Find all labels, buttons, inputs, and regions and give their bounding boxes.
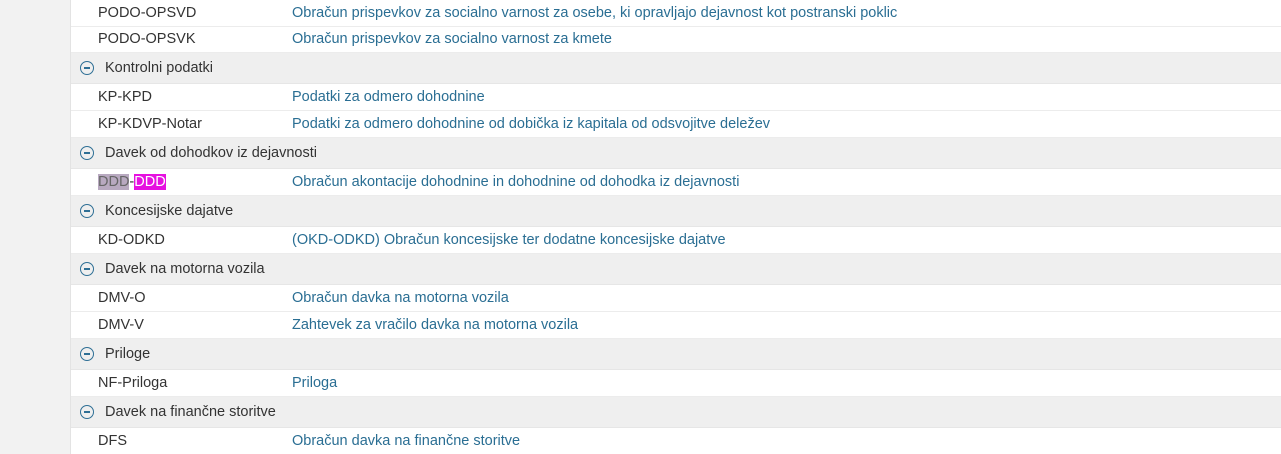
group-header-davek-na-financne-storitve[interactable] bbox=[71, 397, 1281, 428]
group-title: Davek na motorna vozila bbox=[105, 261, 265, 277]
form-link[interactable]: Zahtevek za vračilo davka na motorna vozila bbox=[292, 317, 579, 333]
collapse-minus-icon[interactable] bbox=[80, 204, 94, 218]
form-link[interactable]: Podatki za odmero dohodnine bbox=[292, 89, 485, 105]
form-code: DFS bbox=[98, 433, 127, 449]
list-item[interactable] bbox=[71, 84, 1281, 111]
collapse-minus-icon[interactable] bbox=[80, 61, 94, 75]
group-header-kontrolni-podatki[interactable] bbox=[71, 53, 1281, 84]
form-code: NF-Priloga bbox=[98, 375, 168, 391]
group-header-davek-od-dohodkov[interactable] bbox=[71, 138, 1281, 169]
collapse-minus-icon[interactable] bbox=[80, 347, 94, 361]
collapse-minus-icon[interactable] bbox=[80, 146, 94, 160]
group-title: Priloge bbox=[105, 346, 151, 362]
form-code: KP-KPD bbox=[98, 89, 152, 105]
group-header-koncesijske-dajatve[interactable] bbox=[71, 196, 1281, 227]
group-title: Koncesijske dajatve bbox=[105, 203, 234, 219]
form-code bbox=[71, 174, 292, 190]
form-link[interactable]: Obračun prispevkov za socialno varnost za kmete bbox=[292, 31, 612, 48]
code-separator: - bbox=[129, 174, 135, 190]
form-link[interactable]: Priloga bbox=[292, 375, 338, 391]
list-item[interactable] bbox=[71, 285, 1281, 312]
form-code: DMV-V bbox=[98, 317, 144, 333]
form-code: KP-KDVP-Notar bbox=[98, 116, 202, 132]
left-gutter bbox=[0, 0, 70, 454]
list-item[interactable] bbox=[71, 227, 1281, 254]
form-code: KD-ODKD bbox=[98, 232, 165, 248]
form-link[interactable]: Obračun prispevkov za socialno varnost za osebe, ki opravljajo dejavnost kot postranski poklic bbox=[292, 4, 898, 21]
search-highlight-active: DDD bbox=[134, 174, 166, 190]
form-link[interactable]: Obračun davka na finančne storitve bbox=[292, 433, 521, 449]
list-item[interactable] bbox=[71, 370, 1281, 397]
group-title: Davek od dohodkov iz dejavnosti bbox=[105, 145, 317, 161]
group-title: Davek na finančne storitve bbox=[105, 404, 276, 420]
group-header-davek-na-motorna-vozila[interactable] bbox=[71, 254, 1281, 285]
collapse-minus-icon[interactable] bbox=[80, 405, 94, 419]
list-item[interactable] bbox=[71, 0, 1281, 27]
form-code: PODO-OPSVD bbox=[98, 4, 197, 21]
form-link[interactable]: Obračun davka na motorna vozila bbox=[292, 290, 509, 306]
form-code: DMV-O bbox=[98, 290, 146, 306]
group-title: Kontrolni podatki bbox=[105, 60, 214, 76]
list-item[interactable] bbox=[71, 27, 1281, 54]
form-code: PODO-OPSVK bbox=[98, 31, 196, 48]
list-item[interactable] bbox=[71, 169, 1281, 196]
list-item[interactable] bbox=[71, 428, 1281, 454]
form-link[interactable]: Podatki za odmero dohodnine od dobička iz kapitala od odsvojitve deležev bbox=[292, 116, 771, 132]
collapse-minus-icon[interactable] bbox=[80, 262, 94, 276]
form-list bbox=[71, 0, 1281, 454]
list-item[interactable] bbox=[71, 111, 1281, 138]
form-link[interactable]: Obračun akontacije dohodnine in dohodnine od dohodka iz dejavnosti bbox=[292, 174, 740, 190]
form-link[interactable]: (OKD-ODKD) Obračun koncesijske ter dodatne koncesijske dajatve bbox=[292, 232, 726, 248]
group-header-priloge[interactable] bbox=[71, 339, 1281, 370]
search-highlight: DDD bbox=[98, 174, 130, 190]
list-item[interactable] bbox=[71, 312, 1281, 339]
